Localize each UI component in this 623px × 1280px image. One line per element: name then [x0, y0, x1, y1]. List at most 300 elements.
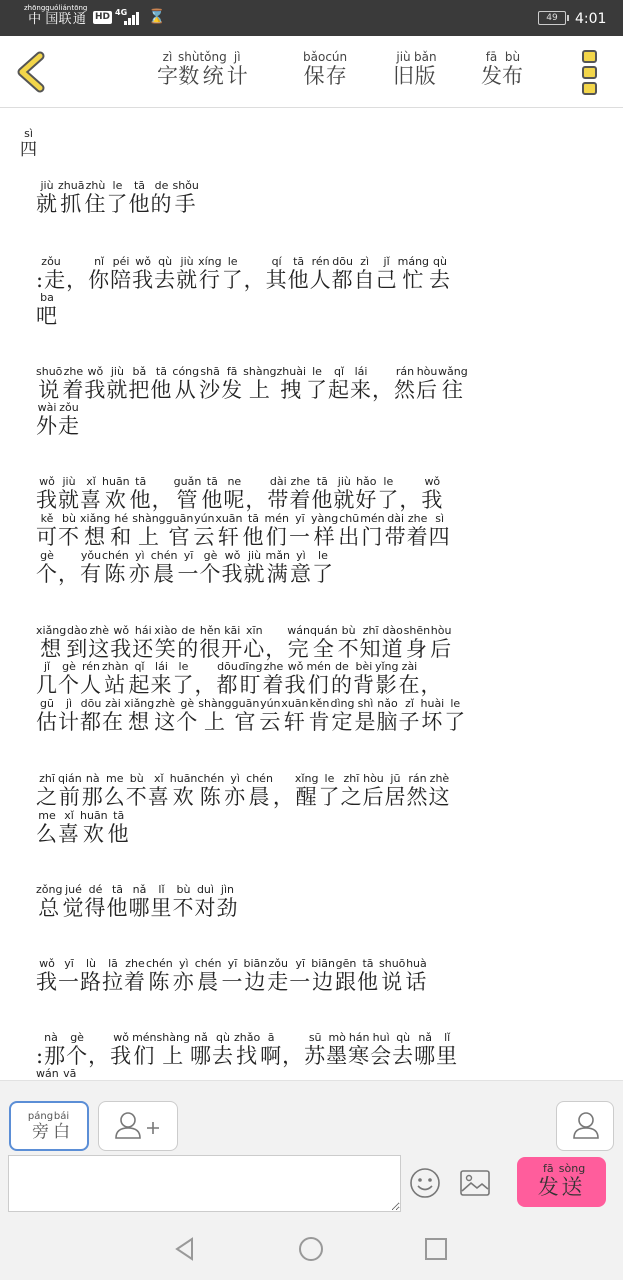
story-char: 子zǐ — [398, 697, 421, 734]
story-pinyin: tā — [242, 512, 265, 525]
story-pinyin: le — [377, 475, 400, 488]
story-line[interactable] — [36, 180, 596, 215]
story-char: 这zhè — [88, 624, 111, 661]
story-char: 官guān — [165, 512, 194, 549]
clock: 4:01 — [575, 11, 607, 27]
add-character-button[interactable] — [98, 1101, 178, 1151]
back-arrow-icon[interactable] — [10, 50, 54, 94]
story-pinyin: mò — [326, 1031, 349, 1044]
story-char: 个gè — [199, 549, 222, 586]
story-line[interactable] — [36, 625, 596, 660]
more-menu-button[interactable] — [578, 48, 602, 98]
story-pinyin: tā — [357, 957, 379, 970]
story-pinyin: hòu — [362, 772, 385, 785]
story-pinyin: zǒng — [36, 883, 63, 896]
narration-button[interactable] — [9, 1101, 89, 1151]
story-char: 个gè — [36, 549, 58, 586]
save-pinyin: cún — [325, 50, 348, 64]
story-pinyin: zhe — [124, 957, 146, 970]
story-char: 自zì — [353, 255, 376, 292]
story-char: 其qí — [265, 255, 288, 292]
story-char: 了le — [172, 660, 195, 697]
story-char: 都dōu — [216, 660, 239, 697]
story-line[interactable] — [36, 810, 596, 845]
publish-pinyin: fā — [481, 50, 502, 64]
story-pinyin: dīng — [238, 660, 263, 673]
story-char: 沙shā — [199, 365, 222, 402]
story-pinyin: xǐ — [147, 772, 170, 785]
save-char: 存cún — [325, 50, 348, 88]
story-pinyin: chén — [246, 772, 273, 785]
story-char: 道dào — [381, 624, 404, 661]
story-char: 云yún — [193, 512, 216, 549]
add-user-icon — [99, 1102, 179, 1152]
story-char: 后hòu — [416, 365, 439, 402]
story-char: 边biān — [311, 957, 336, 994]
story-char: 定dìng — [330, 697, 355, 734]
story-char: 我wǒ — [132, 255, 155, 292]
story-pinyin: huān — [169, 772, 198, 785]
story-char: 和hé — [110, 512, 133, 549]
story-char: 呢ne — [223, 475, 246, 512]
story-char: 陈chén — [102, 549, 129, 586]
story-char: 去qù — [211, 1031, 234, 1068]
story-char: 的de — [150, 179, 173, 216]
story-char: :走zǒu — [36, 255, 67, 292]
story-char: 想xiǎng — [36, 624, 67, 661]
story-char: 然rán — [394, 365, 417, 402]
story-line[interactable] — [36, 661, 596, 696]
nav-home-icon[interactable] — [298, 1236, 324, 1262]
top-app-bar — [0, 36, 623, 108]
story-pinyin: gè — [58, 660, 80, 673]
story-pinyin: wài — [36, 401, 58, 414]
story-pinyin: lǐ — [436, 1031, 459, 1044]
story-pinyin: zǒu — [58, 401, 80, 414]
old-version-char: 旧jiù — [393, 50, 414, 88]
chapter-title[interactable] — [20, 128, 37, 160]
story-char: 吧ba — [36, 291, 58, 328]
story-char: 满mǎn — [265, 549, 290, 586]
story-char: 总zǒng — [36, 883, 63, 920]
story-char: 往wǎng — [438, 365, 468, 402]
story-char: 之zhī — [36, 772, 58, 809]
story-pinyin: shàng — [156, 1031, 190, 1044]
story-char: 我wǒ — [110, 1031, 133, 1068]
story-char: 拽zhuài — [276, 365, 307, 402]
story-char: 他tā — [201, 475, 224, 512]
story-char: 着zhe — [262, 660, 285, 697]
story-pinyin: zhī — [340, 772, 363, 785]
story-pinyin: bù — [125, 772, 148, 785]
story-pinyin: kě — [36, 512, 58, 525]
chapter-char: 四sì — [20, 127, 37, 160]
carrier-char: 联lián — [58, 4, 72, 27]
story-char: ， — [265, 637, 288, 661]
story-char: 四sì — [428, 512, 451, 549]
menu-dot-icon — [582, 82, 597, 95]
story-char: 带dài — [267, 475, 290, 512]
story-char: 我wǒ — [36, 957, 58, 994]
story-pinyin: mén — [306, 660, 331, 673]
story-char: 了le — [444, 697, 467, 734]
story-pinyin: hé — [110, 512, 133, 525]
story-pinyin: zhè — [154, 697, 177, 710]
story-char: 么me — [36, 809, 58, 846]
story-char: 他tā — [128, 179, 151, 216]
story-char: 住zhù — [84, 179, 107, 216]
story-pinyin: bèi — [352, 660, 375, 673]
story-char: 这zhè — [154, 697, 177, 734]
story-char: 就jiù — [36, 179, 58, 216]
send-button[interactable] — [517, 1157, 606, 1207]
story-char: 都dōu — [331, 255, 354, 292]
publish-button[interactable] — [481, 51, 523, 90]
story-pinyin: le — [444, 697, 467, 710]
story-char: 轩xuān — [281, 697, 309, 734]
story-char: 了le — [377, 475, 400, 512]
story-char: ， — [372, 378, 395, 402]
story-pinyin: wán — [287, 624, 310, 637]
story-pinyin: hòu — [430, 624, 453, 637]
story-char: 脑nǎo — [376, 697, 399, 734]
story-pinyin: yī — [177, 549, 200, 562]
story-char: 对duì — [194, 883, 217, 920]
send-pinyin: sòng — [558, 1162, 586, 1175]
story-char: 陈chén — [146, 957, 173, 994]
word-count-char: 字zì — [157, 50, 178, 88]
story-char: 几jǐ — [36, 660, 58, 697]
story-char: 人rén — [309, 255, 332, 292]
narration-pinyin: páng — [27, 1110, 54, 1122]
story-pinyin: zhe — [262, 660, 285, 673]
story-pinyin: hòu — [416, 365, 439, 378]
story-pinyin: tā — [107, 809, 130, 822]
story-pinyin: me — [103, 772, 126, 785]
story-char: 我wǒ — [421, 475, 444, 512]
story-char: 他tā — [311, 475, 334, 512]
story-char: 就jiù — [176, 255, 199, 292]
story-char: 门mén — [360, 512, 385, 549]
story-char: 喜xǐ — [80, 475, 102, 512]
nav-back-icon[interactable] — [172, 1236, 198, 1262]
story-pinyin: yì — [172, 957, 195, 970]
story-pinyin: nà — [36, 1031, 67, 1044]
story-pinyin: shuō — [36, 365, 63, 378]
story-char: 起qǐ — [128, 660, 151, 697]
story-pinyin: dào — [381, 624, 404, 637]
story-pinyin: xuān — [215, 512, 243, 525]
story-pinyin: xiào — [154, 624, 178, 637]
story-char: 盯dīng — [238, 660, 263, 697]
story-pinyin: shā — [199, 365, 222, 378]
word-count-pinyin: zì — [157, 50, 178, 64]
story-char: 们mén — [132, 1031, 157, 1068]
story-char: 上shàng — [156, 1031, 190, 1068]
story-pinyin: wǎng — [438, 365, 468, 378]
menu-dot-icon — [582, 50, 597, 63]
carrier-name — [24, 4, 87, 26]
story-pinyin: zhàn — [102, 660, 129, 673]
image-icon[interactable] — [459, 1169, 491, 1197]
story-char: 就jiù — [243, 549, 266, 586]
story-pinyin: gū — [36, 697, 58, 710]
story-pinyin: shàng — [243, 365, 277, 378]
story-pinyin: lái — [150, 660, 173, 673]
story-char: 计jì — [58, 697, 80, 734]
story-char: ， — [245, 488, 268, 512]
story-char: 行xíng — [198, 255, 222, 292]
story-pinyin: lù — [80, 957, 102, 970]
chapter-pinyin: sì — [20, 127, 37, 140]
carrier-pinyin: zhōng — [24, 4, 46, 12]
story-char: 亦yì — [128, 549, 151, 586]
story-pinyin: gè — [66, 1031, 89, 1044]
story-char: 一yī — [289, 957, 312, 994]
story-char: 跟gēn — [335, 957, 357, 994]
story-pinyin: jǐ — [375, 255, 398, 268]
story-char: 想xiǎng — [124, 697, 155, 734]
story-pinyin: huān — [80, 809, 108, 822]
story-pinyin: péi — [110, 255, 133, 268]
word-count-button[interactable] — [157, 51, 248, 90]
story-pinyin: wán — [36, 1067, 59, 1080]
story-pinyin: tā — [106, 883, 129, 896]
save-button[interactable] — [303, 51, 347, 90]
story-char: 肯kěn — [308, 697, 331, 734]
story-char: 路lù — [80, 957, 102, 994]
story-char: 着zhe — [124, 957, 146, 994]
story-pinyin: zǒu — [267, 957, 290, 970]
story-pinyin: yàng — [310, 512, 339, 525]
story-pinyin: shì — [354, 697, 377, 710]
save-char: 保bǎo — [303, 50, 326, 88]
story-char: 晨chén — [194, 957, 222, 994]
story-pinyin: qǐ — [128, 660, 151, 673]
story-char: 完wán — [287, 624, 310, 661]
story-pinyin: zhuā — [58, 179, 85, 192]
story-char: 前qián — [58, 772, 82, 809]
story-char: ， — [194, 673, 217, 697]
story-pinyin: le — [318, 772, 341, 785]
story-pinyin: de — [150, 179, 173, 192]
story-pinyin: xuān — [281, 697, 309, 710]
story-pinyin: tā — [287, 255, 310, 268]
story-pinyin: xiǎng — [124, 697, 155, 710]
story-content[interactable] — [0, 180, 623, 1080]
story-line[interactable] — [36, 958, 596, 993]
story-pinyin: yī — [288, 512, 311, 525]
story-pinyin: xǐ — [58, 809, 80, 822]
story-char: 劲jìn — [216, 883, 239, 920]
story-char: ， — [151, 488, 174, 512]
story-line[interactable] — [36, 698, 596, 733]
story-line[interactable] — [36, 366, 596, 401]
story-char: 就jiù — [106, 365, 129, 402]
story-char: 人rén — [80, 660, 102, 697]
story-line[interactable] — [36, 476, 596, 511]
story-char: 个gè — [176, 697, 199, 734]
story-char: 的de — [177, 624, 200, 661]
story-pinyin: qù — [429, 255, 452, 268]
story-pinyin: bù — [58, 512, 80, 525]
story-char: 哪nǎ — [414, 1031, 437, 1068]
story-line[interactable] — [36, 292, 596, 327]
story-pinyin: chén — [102, 549, 129, 562]
story-pinyin: gēn — [335, 957, 357, 970]
emoji-icon[interactable] — [409, 1167, 441, 1199]
battery-icon — [538, 11, 566, 25]
story-pinyin: yī — [58, 957, 80, 970]
network-type: 4G — [115, 8, 128, 17]
story-char: 觉jué — [62, 883, 85, 920]
story-pinyin: le — [311, 549, 334, 562]
story-pinyin: wǒ — [84, 365, 107, 378]
story-char: 然rán — [406, 772, 429, 809]
story-char: 欢huān — [169, 772, 198, 809]
story-pinyin: wǒ — [110, 624, 133, 637]
story-char: 后hòu — [430, 624, 453, 661]
story-line[interactable] — [36, 402, 596, 437]
story-pinyin: chū — [338, 512, 361, 525]
story-pinyin: bù — [337, 624, 360, 637]
message-input[interactable] — [8, 1155, 401, 1212]
story-pinyin: tā — [128, 179, 151, 192]
story-pinyin: jiù — [333, 475, 356, 488]
story-line[interactable] — [36, 256, 596, 291]
story-char: 了le — [318, 772, 341, 809]
story-pinyin: fā — [221, 365, 244, 378]
story-char: 们mén — [264, 512, 289, 549]
nav-recents-icon[interactable] — [423, 1236, 449, 1262]
story-pinyin: dìng — [330, 697, 355, 710]
story-char: 他tā — [357, 957, 379, 994]
publish-char: 发fā — [481, 50, 502, 88]
story-pinyin: nǎ — [128, 883, 151, 896]
story-pinyin: kāi — [221, 624, 244, 637]
story-pinyin: zhe — [62, 365, 85, 378]
story-pinyin: zǐ — [398, 697, 421, 710]
story-pinyin: zài — [102, 697, 124, 710]
story-char: 那nà — [81, 772, 104, 809]
story-pinyin: wǒ — [36, 475, 58, 488]
story-pinyin: jiù — [243, 549, 266, 562]
story-char: 墨mò — [326, 1031, 349, 1068]
story-pinyin: huì — [370, 1031, 393, 1044]
story-pinyin: nǐ — [88, 255, 111, 268]
story-char: 就jiù — [58, 475, 80, 512]
story-pinyin: mén — [264, 512, 289, 525]
story-pinyin: qù — [211, 1031, 234, 1044]
story-pinyin: yún — [259, 697, 282, 710]
story-char: 晨chén — [150, 549, 178, 586]
story-line[interactable] — [36, 550, 596, 585]
story-pinyin: chén — [194, 957, 222, 970]
story-pinyin: zhe — [289, 475, 312, 488]
story-pinyin: zhuài — [276, 365, 307, 378]
story-char: 欢huān — [80, 809, 108, 846]
story-pinyin: yì — [289, 549, 312, 562]
story-char: 着zhe — [289, 475, 312, 512]
battery-level: 49 — [546, 13, 558, 23]
story-char: 我wǒ — [36, 475, 58, 512]
story-char: 得dé — [84, 883, 107, 920]
story-char: 发fā — [221, 365, 244, 402]
story-pinyin: bù — [172, 883, 195, 896]
story-pinyin: wǒ — [36, 957, 58, 970]
story-line[interactable] — [36, 773, 596, 808]
story-pinyin: lǐ — [150, 883, 173, 896]
story-char: 哪nǎ — [189, 1031, 212, 1068]
story-line[interactable] — [36, 884, 596, 919]
story-pinyin: tā — [201, 475, 224, 488]
story-pinyin: jū — [384, 772, 407, 785]
story-pinyin: qù — [392, 1031, 415, 1044]
story-pinyin: dài — [384, 512, 407, 525]
publish-char: 布bù — [502, 50, 523, 88]
story-pinyin: jiù — [36, 179, 58, 192]
story-pinyin: dōu — [80, 697, 102, 710]
story-char: 他tā — [106, 883, 129, 920]
hd-badge: HD — [95, 12, 111, 22]
narration-pinyin: bái — [53, 1110, 71, 1122]
old-version-button[interactable] — [393, 51, 437, 90]
story-char: 亦yì — [172, 957, 195, 994]
story-char: 都dōu — [80, 697, 102, 734]
story-char: 这zhè — [428, 772, 451, 809]
story-char: 一yī — [221, 957, 244, 994]
story-pinyin: tā — [311, 475, 334, 488]
story-char: 背bèi — [352, 660, 375, 697]
story-char: ， — [282, 1044, 305, 1068]
story-pinyin: hái — [132, 624, 155, 637]
old-version-pinyin: bǎn — [414, 50, 437, 64]
story-pinyin: guān — [231, 697, 260, 710]
story-char: 笑xiào — [154, 624, 178, 661]
character-button[interactable] — [556, 1101, 614, 1151]
story-pinyin: hán — [348, 1031, 371, 1044]
story-char: ， — [420, 673, 443, 697]
story-pinyin: biān — [243, 957, 268, 970]
carrier-char: 中zhōng — [24, 4, 46, 27]
story-pinyin: chén — [150, 549, 178, 562]
story-char: 话huà — [405, 957, 428, 994]
story-char: 把bǎ — [128, 365, 151, 402]
story-pinyin: tā — [129, 475, 152, 488]
story-char: 抓zhuā — [58, 179, 85, 216]
send-pinyin: fā — [537, 1162, 559, 1175]
story-char: ， — [66, 268, 89, 292]
story-pinyin: zhī — [36, 772, 58, 785]
story-char: 陪péi — [110, 255, 133, 292]
story-pinyin: duì — [194, 883, 217, 896]
story-char: 亦yì — [224, 772, 247, 809]
story-pinyin: hǎo — [355, 475, 378, 488]
story-pinyin: zì — [353, 255, 376, 268]
story-pinyin: cóng — [172, 365, 200, 378]
story-char: 里lǐ — [436, 1031, 459, 1068]
story-pinyin: mén — [360, 512, 385, 525]
story-char: 在zài — [398, 660, 421, 697]
story-pinyin: qǐ — [328, 365, 351, 378]
story-pinyin: ba — [36, 291, 58, 304]
story-pinyin: xǐng — [294, 772, 319, 785]
story-line[interactable] — [36, 1032, 596, 1067]
story-pinyin: zhù — [84, 179, 107, 192]
story-char: 一yī — [58, 957, 80, 994]
story-pinyin: zǒu — [36, 255, 67, 268]
story-line[interactable] — [36, 513, 596, 548]
